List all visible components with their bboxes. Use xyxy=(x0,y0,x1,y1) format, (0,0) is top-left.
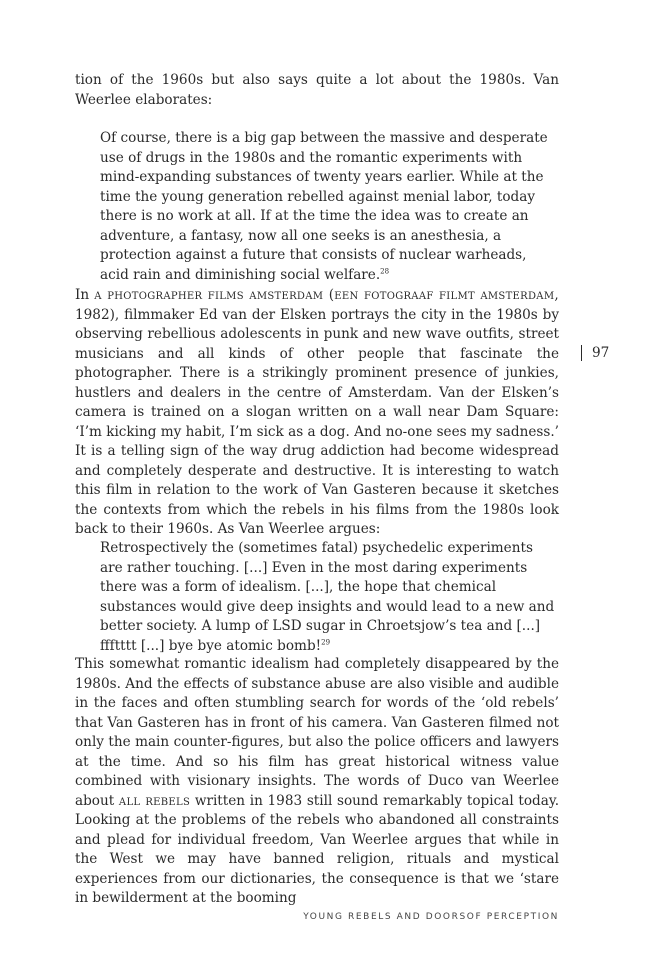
footnote-ref-28[interactable]: 28 xyxy=(380,266,390,275)
paragraph-lead: In xyxy=(75,287,90,303)
quote-text: Of course, there is a big gap between the massive and desperate use of drugs in the 1980s and the romantic experiments with mind-expanding substances of twenty years earlier. While at the time the young generation rebelled against menial labor, today there is no work at all. If at the time the idea was to create an adventure, a fantasy, now all one seeks is an anesthesia, a protection against a future that consists of nuclear warheads, acid rain and diminishing social welfare. xyxy=(100,130,548,283)
page-number xyxy=(581,344,609,364)
block-quote-1 xyxy=(100,129,558,285)
running-footer: YOUNG REBELS AND DOORSOF PERCEPTION xyxy=(303,912,559,922)
paragraph-text: This somewhat romantic idealism had completely disappeared by the 1980s. And the effects of substance abuse are also visible and audible in the faces and often stumbling search for words of the ‘old rebels’ that Van Gasteren has in front of his camera. Van Gasteren filmed not only the main counter-figures, but also the police officers and lawyers at the time. And so his film has great historical witness value combined with visionary insights. The words of Duco van Weerlee about xyxy=(75,656,559,809)
block-quote-2 xyxy=(100,539,558,656)
quote-text: Retrospectively the (sometimes fatal) psychedelic experiments are rather touching. [...] Even in the most daring experiments there was a form of idealism. [...], the hope that chemical substances would give deep insights and would lead to a new and better society. A lump of LSD sugar in Chroetsjow’s tea and [...] ffftttt [...] bye bye atomic bomb! xyxy=(100,540,555,654)
film-title: a photographer films amsterdam (een fotograaf filmt amsterdam, xyxy=(94,287,559,303)
paragraph-text: written in 1983 still sound remarkably topical today. Looking at the problems of the rebels who abandoned all constraints and plead for individual freedom, Van Weerlee argues that while in the West we may have banned religion, rituals and mystical experiences from our dictionaries, the consequence is that we ‘stare in bewilderment at the booming xyxy=(75,792,560,906)
film-title: all rebels xyxy=(118,792,191,809)
paragraph-text: tion of the 1960s but also says quite a lot about the 1980s. Van Weerlee elaborates: xyxy=(75,72,559,108)
paragraph-elsken xyxy=(75,286,559,540)
paragraph-text: 1982), filmmaker Ed van der Elsken portrays the city in the 1980s by observing rebellious adolescents in punk and new wave outfits, street musicians and all kinds of other people that fascinate the photographer. There is a strikingly prominent presence of junkies, hustlers and dealers in the centre of Amsterdam. Van der Elsken’s camera is trained on a slogan written on a wall near Dam Square: ‘I’m kicking my habit, I’m sick as a dog. And no-one sees my sadness.’ It is a telling sign of the way drug addiction had become widespread and completely desperate and destructive. It is interesting to watch this film in relation to the work of Van Gasteren because it sketches the contexts from which the rebels in his films from the 1980s look back to their 1960s. As Van Weerlee argues: xyxy=(75,306,560,537)
paragraph-idealism xyxy=(75,655,559,909)
paragraph-continued xyxy=(75,71,559,110)
page-number-text: 97 xyxy=(581,345,609,361)
footnote-ref-29[interactable]: 29 xyxy=(321,637,331,646)
